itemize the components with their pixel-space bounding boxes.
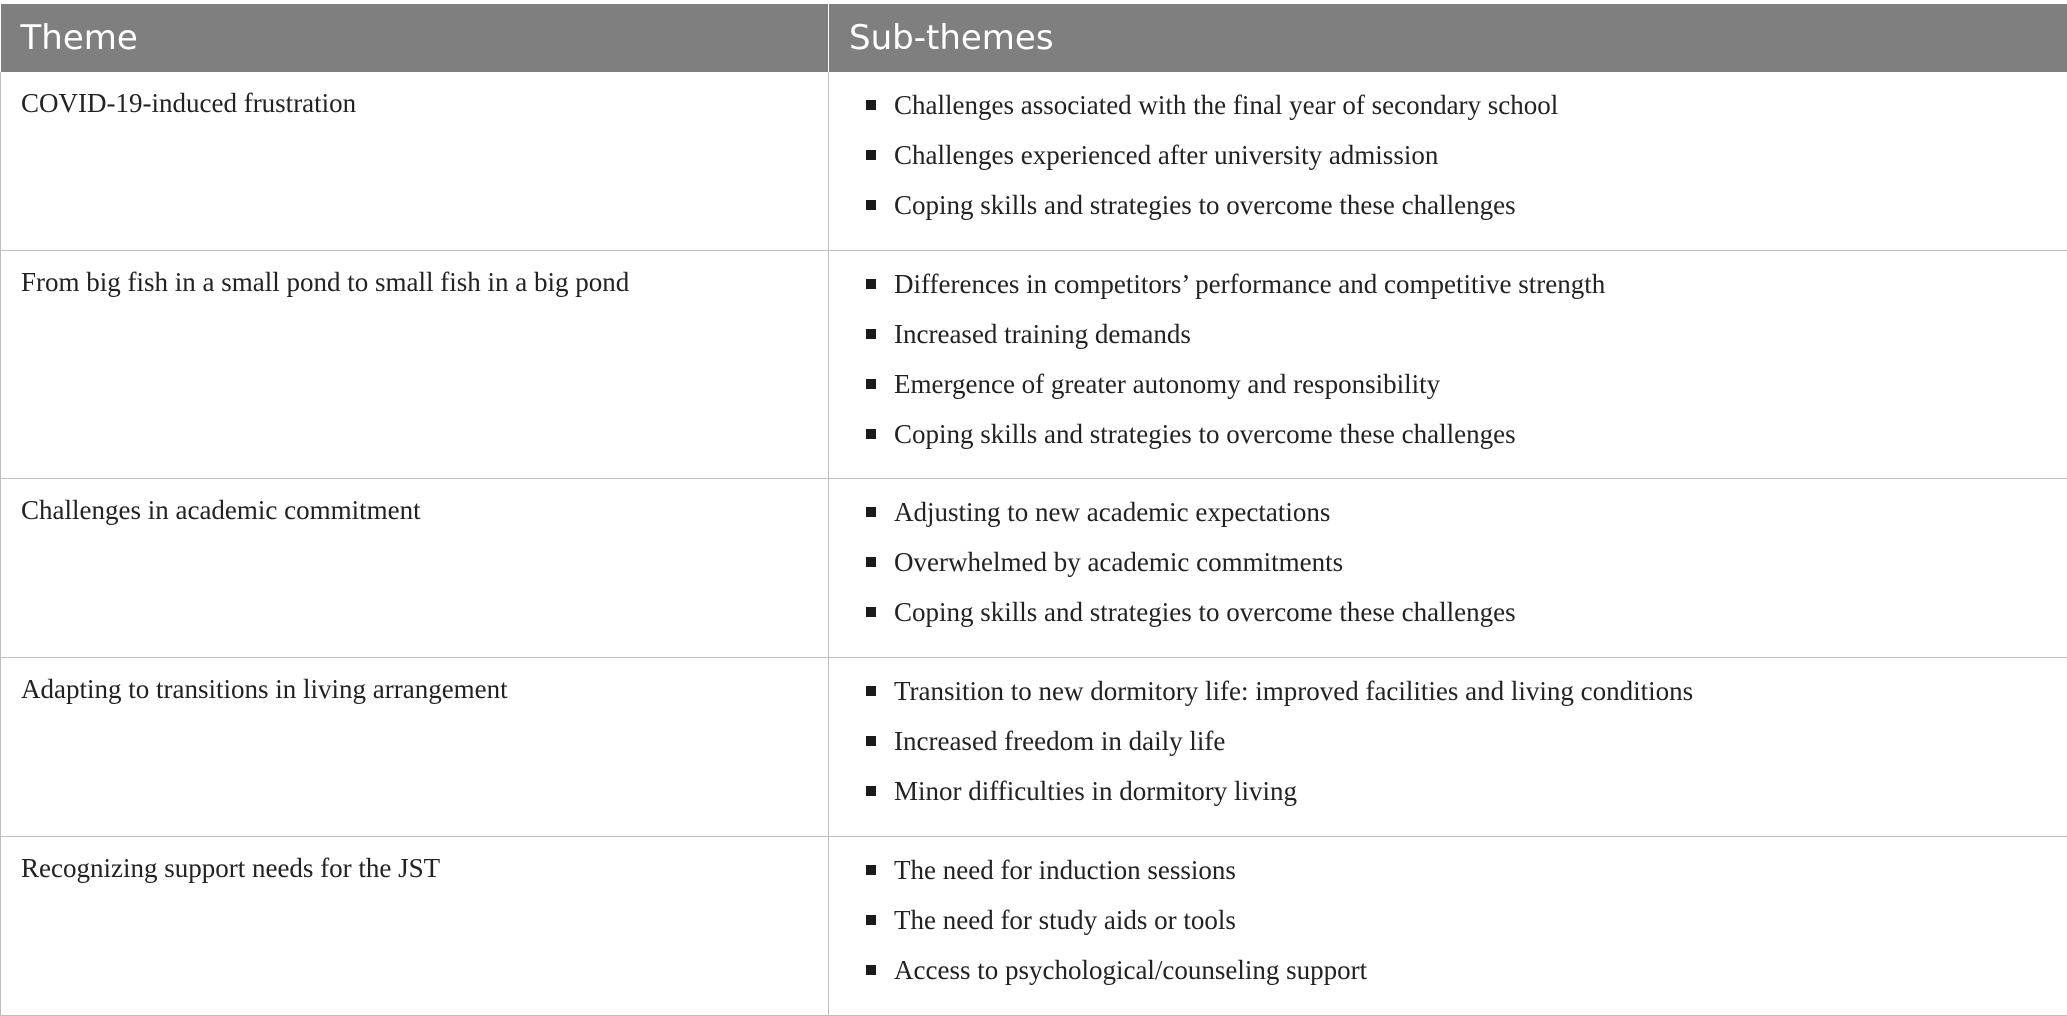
theme-cell: Challenges in academic commitment [1,479,829,658]
list-item [829,88,2067,138]
subtheme-list [829,658,2067,828]
list-item [829,417,2067,467]
list-item [829,545,2067,595]
list-item [829,903,2067,953]
subthemes-cell [829,658,2067,837]
table-row [1,479,2067,658]
list-item [829,724,2067,774]
subtheme-text: Overwhelmed by academic commitments [894,545,1343,579]
list-item [829,138,2067,188]
subtheme-text: The need for study aids or tools [894,903,1236,937]
subthemes-cell [829,479,2067,658]
subtheme-text: Transition to new dormitory life: improved facilities and living conditions [894,674,1693,708]
theme-cell: Recognizing support needs for the JST [1,837,829,1016]
square-bullet-icon [866,429,876,439]
list-item [829,495,2067,545]
square-bullet-icon [866,507,876,517]
list-item [829,774,2067,824]
list-item [829,674,2067,724]
square-bullet-icon [866,736,876,746]
square-bullet-icon [866,915,876,925]
list-item [829,267,2067,317]
square-bullet-icon [866,329,876,339]
subtheme-text: Coping skills and strategies to overcome these challenges [894,417,1516,451]
theme-cell: From big fish in a small pond to small fish in a big pond [1,251,829,479]
table-header-row [1,4,2067,72]
list-item [829,953,2067,1003]
subtheme-text: Increased training demands [894,317,1191,351]
subtheme-text: Challenges associated with the final year of secondary school [894,88,1558,122]
theme-cell: COVID-19-induced frustration [1,72,829,251]
table-row [1,837,2067,1016]
theme-cell: Adapting to transitions in living arrangement [1,658,829,837]
list-item [829,188,2067,238]
subtheme-list [829,72,2067,242]
themes-table [0,4,2067,1016]
subtheme-text: Increased freedom in daily life [894,724,1225,758]
table-row [1,72,2067,251]
square-bullet-icon [866,686,876,696]
square-bullet-icon [866,786,876,796]
theme-column-header: Theme [1,4,829,72]
subtheme-text: Challenges experienced after university admission [894,138,1438,172]
subtheme-text: Adjusting to new academic expectations [894,495,1330,529]
square-bullet-icon [866,607,876,617]
square-bullet-icon [866,150,876,160]
list-item [829,595,2067,645]
square-bullet-icon [866,100,876,110]
square-bullet-icon [866,200,876,210]
square-bullet-icon [866,279,876,289]
list-item [829,853,2067,903]
subthemes-cell [829,251,2067,479]
square-bullet-icon [866,379,876,389]
subtheme-text: The need for induction sessions [894,853,1236,887]
list-item [829,367,2067,417]
subtheme-text: Access to psychological/counseling support [894,953,1367,987]
subthemes-cell [829,72,2067,251]
table-row [1,658,2067,837]
subtheme-text: Coping skills and strategies to overcome these challenges [894,595,1516,629]
square-bullet-icon [866,965,876,975]
list-item [829,317,2067,367]
table-row [1,251,2067,479]
subtheme-list [829,479,2067,649]
subthemes-column-header: Sub-themes [829,4,2067,72]
subtheme-text: Minor difficulties in dormitory living [894,774,1297,808]
subtheme-text: Coping skills and strategies to overcome these challenges [894,188,1516,222]
subthemes-cell [829,837,2067,1016]
square-bullet-icon [866,865,876,875]
subtheme-text: Differences in competitors’ performance and competitive strength [894,267,1605,301]
subtheme-list [829,837,2067,1007]
square-bullet-icon [866,557,876,567]
subtheme-list [829,251,2067,471]
subtheme-text: Emergence of greater autonomy and responsibility [894,367,1440,401]
